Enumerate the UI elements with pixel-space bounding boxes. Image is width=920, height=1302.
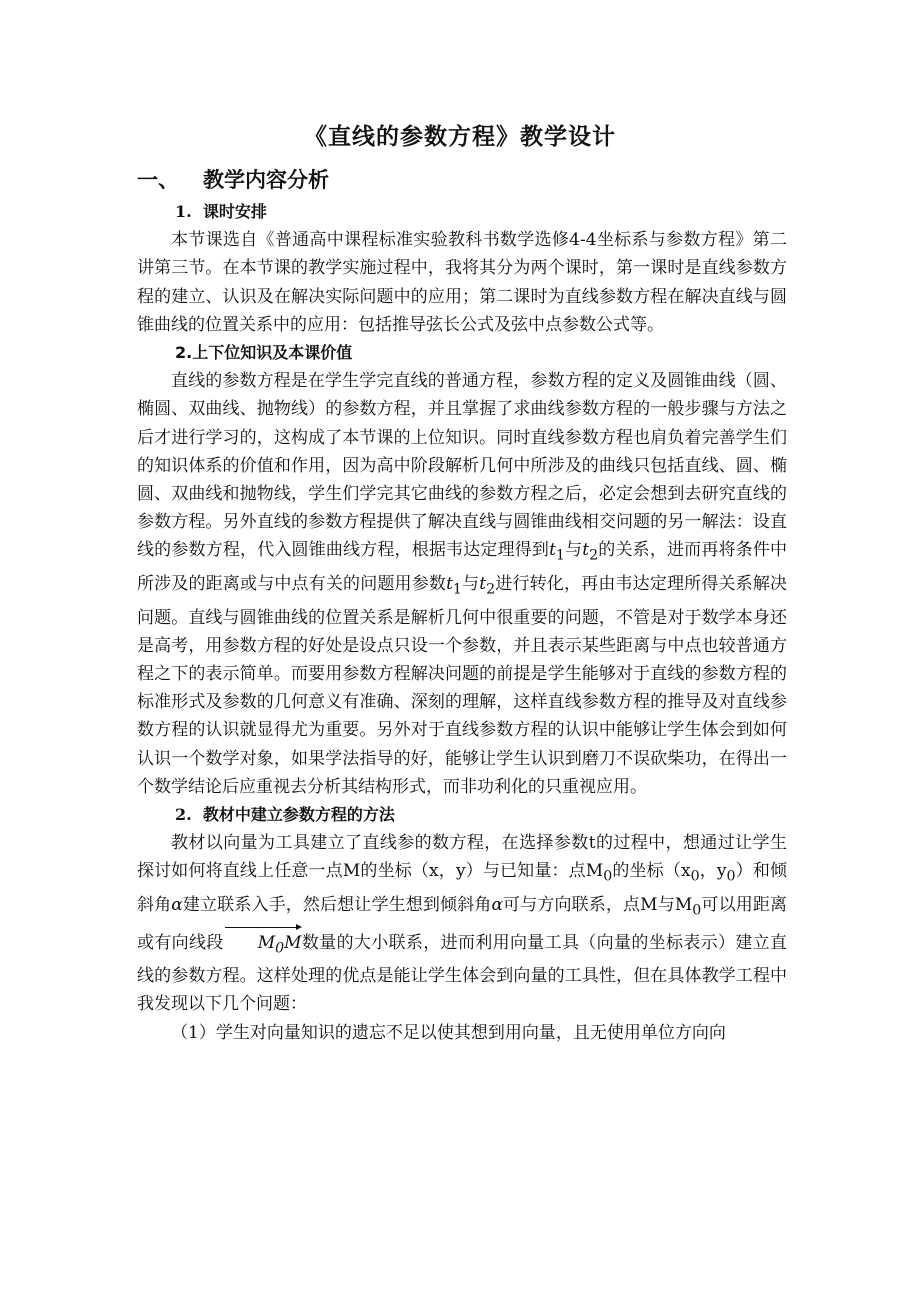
subheading-class-schedule: 1. 课时安排 (175, 202, 267, 221)
section-label: 教学内容分析 (203, 168, 329, 192)
paragraph-knowledge-value: 直线的参数方程是在学生学完直线的普通方程，参数方程的定义及圆锥曲线（圆、椭圆、双曲线、抛物线）的参数方程，并且掌握了求曲线参数方程的一般步骤与方法之后才进行学习的，这构成了本节课的上位知识。同时直线参数方程也肩负着完善学生们的知识体系的价值和作用，因为高中阶段解析几何中所涉及的曲线只包括直线、圆、椭圆、双曲线和抛物线，学生们学完其它曲线的参数方程之后，必定会想到去研究直线的参数方程。另外直线的参数方程提供了解决直线与圆锥曲线相交问题的另一解法：设直线的参数方程，代入圆锥曲线方程，根据韦达定理得到$t_1$与$t_2$的关系，进而再将条件中所涉及的距离或与中点有关的问题用参数$t_1$与$t_2$进行转化，再由韦达定理所得关系解决问题。直线与圆锥曲线的位置关系是解析几何中很重要的问题，不管是对于数学本身还是高考，用参数方程的好处是设点只设一个参数，并且表示某些距离与中点也较普通方程之下的表示简单。而要用参数方程解决问题的前提是学生能够对于直线的参数方程的标准形式及参数的几何意义有准确、深刻的理解，这样直线参数方程的推导及对直线参数方程的认识就显得尤为重要。另外对于直线参数方程的认识中能够让学生体会到如何认识一个数学对象，如果学法指导的好，能够让学生认识到磨刀不误砍柴功，在得出一个数学结论后应重视去分析其结构形式，而非功利化的只重视应用。 (137, 371, 788, 797)
paragraph-problem-1: （1）学生对向量知识的遗忘不足以使其想到用向量，且无使用单位方向向 (171, 1022, 726, 1043)
document-body (137, 198, 787, 1047)
subheading-knowledge-value: 2.上下位知识及本课价值 (175, 343, 353, 363)
paragraph-schedule: 本节课选自《普通高中课程标准实验教科书数学选修4-4坐标系与参数方程》第二讲第三节。在本节课的教学实施过程中，我将其分为两个课时，第一课时是直线参数方程的建立、认识及在解决实际问题中的应用；第二课时为直线参数方程在解决直线与圆锥曲线的位置关系中的应用：包括推导弦长公式及弦中点参数公式等。 (137, 230, 787, 335)
document-title: 《直线的参数方程》教学设计 (304, 124, 616, 150)
section-number: 一、 (137, 168, 179, 192)
section-heading-1 (137, 164, 329, 194)
vector-m0m: $M_0M$ (224, 925, 302, 963)
paragraph-textbook-method: 教材以向量为工具建立了直线参的数方程，在选择参数t的过程中，想通过让学生探讨如何将直线上任意一点M的坐标（x，y）与已知量：点$M_0$的坐标（$x_0$，$y_0$）和倾斜角α建立联系入手，然后想让学生想到倾斜角α可与方向联系，点M与$M_0$可以用距离或有向线段 $M_0M$数量的大小联系，进而利用向量工具（向量的坐标表示）建立直线的参数方程。这样处理的优点是能让学生体会到向量的工具性，但在具体教学工程中我发现以下几个问题： (137, 833, 788, 1015)
subheading-textbook-method: 2. 教材中建立参数方程的方法 (175, 805, 395, 825)
